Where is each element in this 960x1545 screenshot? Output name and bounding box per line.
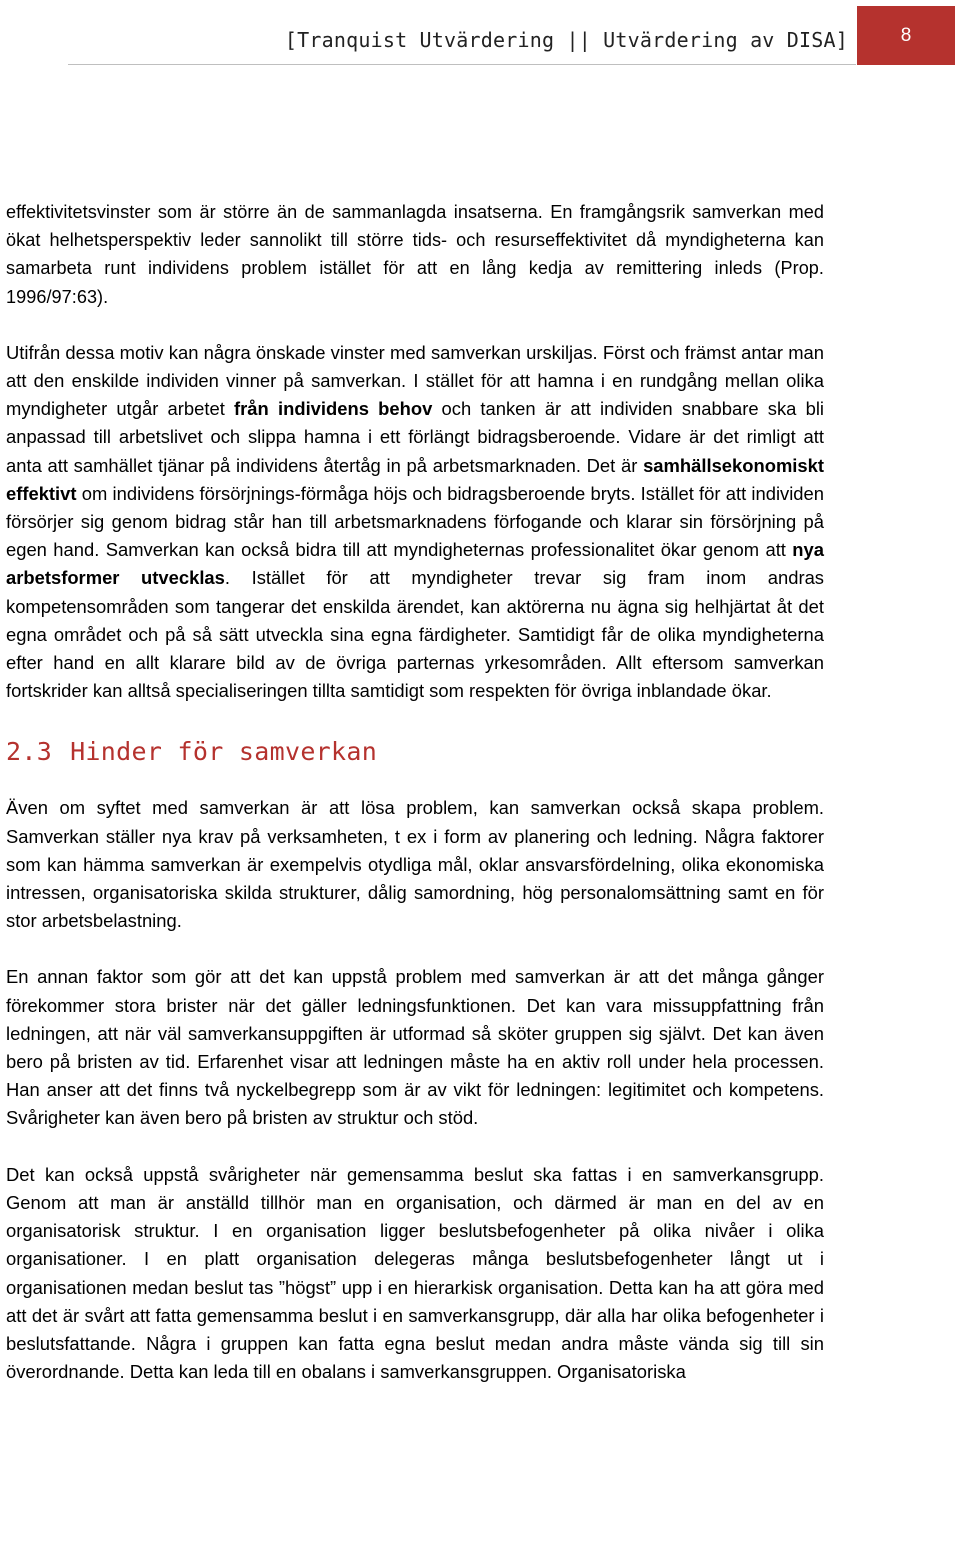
paragraph-3: Även om syftet med samverkan är att lösa problem, kan samverkan också skapa problem. Samverkan ställer nya krav på verksamheten, t ex i form av planering och ledning. Några faktorer som kan hämma samverkan är exempelvis otydliga mål, oklar ansvarsfördelning, olika ekonomiska intressen, organisatoriska skilda strukturer, dålig samordning, hög personalomsättning samt en för stor arbetsbelastning.	[6, 797, 824, 932]
section-heading	[6, 734, 824, 770]
emphasis-nya-arbetsformer: nya arbetsformer utvecklas	[6, 539, 824, 589]
emphasis-samhallsekonomiskt-effektivt: samhällsekonomiskt effektivt	[6, 454, 824, 504]
page-number-badge	[857, 6, 955, 65]
paragraph-2-text-e: om individens försörjnings-förmåga höjs och bidragsberoende bryts. Istället för att individen försörjer sig genom bidrag står han till arbetsmarknadens förfogande och klarar sin försörjning på egen hand. Samverkan kan också bidra till att myndigheternas professionalitet ökar genom att	[6, 482, 824, 561]
paragraph-2-text-a: Utifrån dessa motiv kan några önskade vinster med samverkan urskiljas. Först och främst antar man att den enskilde individen vinner på samverkan. I stället för att hamna i en rundgång mellan olika myndigheter utgår arbetet	[6, 341, 824, 420]
paragraph-4: En annan faktor som gör att det kan uppstå problem med samverkan är att det många gånger förekommer stora brister när det gäller ledningsfunktionen. Det kan vara missuppfattning från ledningen, att när väl samverkansuppgiften är utformad så sköter gruppen sig självt. Det kan även bero på bristen av tid. Erfarenhet visar att ledningen måste ha en aktiv roll under hela processen. Han anser att det finns två nyckelbegrepp som är av vikt för ledningen: legitimitet och kompetens. Svårigheter kan även bero på bristen av struktur och stöd.	[6, 966, 824, 1129]
header-rule	[68, 64, 856, 65]
paragraph-2	[6, 339, 824, 706]
paragraph-2-text-g: . Istället för att myndigheter trevar sig fram inom andras kompetensområden som tangerar det enskilda ärendet, kan aktörerna nu ägna sig helhjärtat åt det egna området och på så sätt utveckla sina egna färdigheter. Samtidigt får de olika myndigheterna efter hand en allt klarare bild av de övriga parternas yrkesområden. Allt eftersom samverkan fortskrider kan alltså specialiseringen tillta samtidigt som respekten för övriga inblandade ökar.	[6, 567, 824, 702]
paragraph-5: Det kan också uppstå svårigheter när gemensamma beslut ska fattas i en samverkansgrupp. Genom att man är anställd tillhör man en organisation, och därmed är man en del av en organisatorisk struktur. I en organisation ligger beslutsbefogenheter på olika nivåer i olika organisationer. I en platt organisation delegeras många beslutsbefogenheter långt ut i organisationen medan beslut tas ”högst” upp i en hierarkisk organisation. Detta kan ha att göra med att det är svårt att fatta gemensamma beslut i en samverkansgrupp, där alla har olika befogenheter i beslutsfattande. Några i gruppen kan fatta egna beslut medan andra måste vända sig till sin överordnande. Detta kan leda till en obalans i samverkansgruppen. Organisatoriska	[6, 1163, 824, 1383]
page-number: 8	[900, 24, 912, 46]
paragraph-1: effektivitetsvinster som är större än de sammanlagda insatserna. En framgångsrik samverkan med ökat helhetsperspektiv leder sannolikt till större tids- och resurseffektivitet då myndigheterna kan samarbeta runt individens problem istället för att en lång kedja av remittering inleds (Prop. 1996/97:63).	[6, 202, 824, 307]
page-header	[0, 0, 960, 66]
section-title: Hinder för samverkan	[70, 737, 378, 767]
document-body	[6, 198, 824, 1414]
header-title: [Tranquist Utvärdering || Utvärdering av DISA]	[284, 28, 848, 52]
paragraph-2-text-c: och tanken är att individen snabbare ska bli anpassad till arbetslivet och slippa hamna i ett förlängt bidragsberoende. Vidare är det rimligt att anta att samhället tjänar på individens återtåg in på arbetsmarknaden. Det är	[6, 398, 824, 476]
emphasis-individens-behov: från individens behov	[234, 398, 433, 420]
section-number: 2.3	[6, 737, 53, 767]
